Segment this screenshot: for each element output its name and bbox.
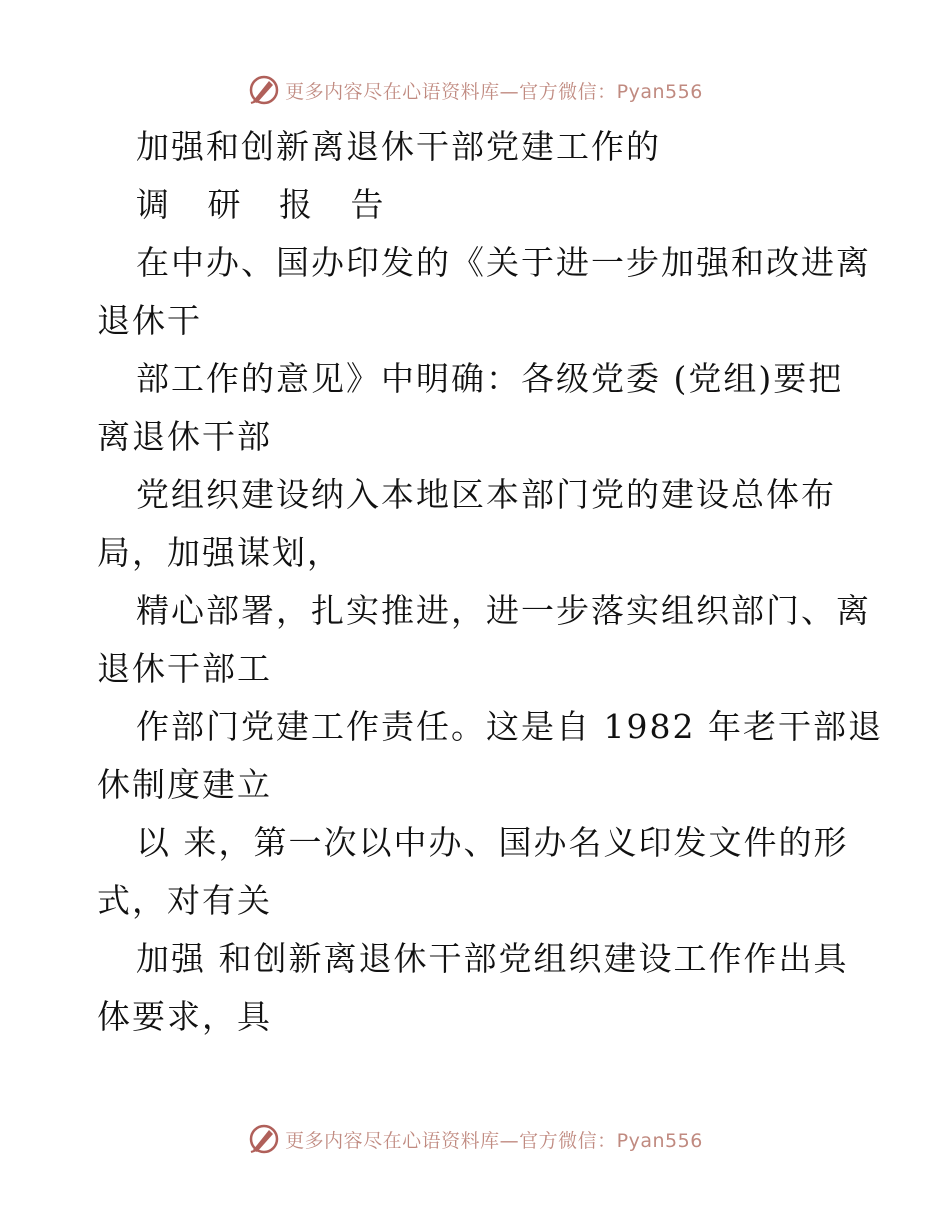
- paragraph-line: 作部门党建工作责任。这是自 1982 年老干部退: [136, 707, 883, 746]
- header-banner-text: 更多内容尽在心语资料库—官方微信：Pyan556: [285, 80, 703, 103]
- footer-banner-text: 更多内容尽在心语资料库—官方微信：Pyan556: [285, 1129, 703, 1152]
- paragraph-line: 在中办、国办印发的《关于进一步加强和改进离: [136, 243, 871, 282]
- document-title-line-1: 加强和创新离退休干部党建工作的: [136, 127, 661, 166]
- paragraph-line: 部工作的意见》中明确：各级党委 (党组)要把: [136, 359, 844, 398]
- paragraph-line: 党组织建设纳入本地区本部门党的建设总体布: [136, 475, 836, 514]
- paragraph-line: 加强 和创新离退休干部党组织建设工作作出具: [136, 939, 849, 978]
- paragraph-line: 式，对有关: [97, 881, 272, 920]
- header-banner: [0, 70, 950, 110]
- footer-banner: [0, 1119, 950, 1159]
- paragraph-line: 以 来，第一次以中办、国办名义印发文件的形: [136, 823, 849, 862]
- paragraph-line: 退休干: [97, 301, 202, 340]
- document-body: [0, 118, 950, 1046]
- paragraph-line: 精心部署，扎实推进，进一步落实组织部门、离: [136, 591, 871, 630]
- paragraph-line: 局，加强谋划，: [97, 533, 342, 572]
- paragraph-line: 离退休干部: [97, 417, 272, 456]
- paragraph-line: 退休干部工: [97, 649, 272, 688]
- document-title-line-2: 调 研 报 告: [136, 185, 398, 224]
- feather-pen-logo-icon: [247, 1122, 281, 1156]
- paragraph-line: 休制度建立: [97, 765, 272, 804]
- feather-pen-logo-icon: [247, 73, 281, 107]
- paragraph-line: 体要求，具: [97, 997, 272, 1036]
